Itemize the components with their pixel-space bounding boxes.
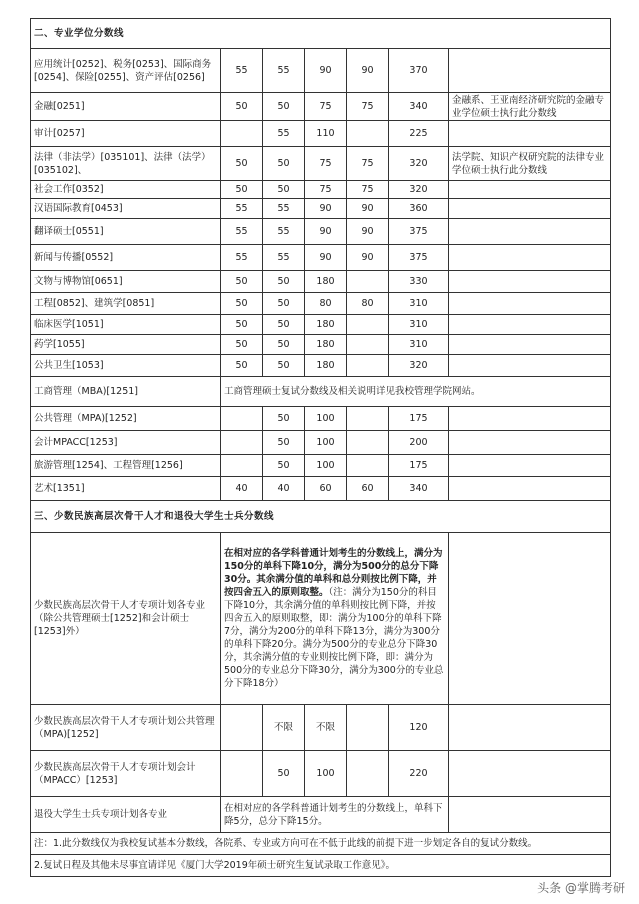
score-total: 375 <box>389 245 449 271</box>
row-note <box>449 355 611 377</box>
score-row <box>31 93 611 121</box>
score-course-1: 80 <box>305 293 347 315</box>
score-foreign-language: 50 <box>263 751 305 797</box>
score-course-1: 90 <box>305 199 347 219</box>
score-row <box>31 49 611 93</box>
score-row <box>31 181 611 199</box>
row-note <box>449 121 611 147</box>
score-total: 225 <box>389 121 449 147</box>
row-note <box>449 455 611 477</box>
score-course-2 <box>347 271 389 293</box>
score-foreign-language: 50 <box>263 335 305 355</box>
score-row <box>31 335 611 355</box>
score-foreign-language: 40 <box>263 477 305 501</box>
score-row <box>31 455 611 477</box>
score-total: 340 <box>389 93 449 121</box>
score-course-2 <box>347 751 389 797</box>
score-politics: 50 <box>221 355 263 377</box>
score-course-1: 100 <box>305 751 347 797</box>
program-name: 工程[0852]、建筑学[0851] <box>31 293 221 315</box>
score-foreign-language: 50 <box>263 407 305 431</box>
program-name: 旅游管理[1254]、工程管理[1256] <box>31 455 221 477</box>
row-note <box>449 705 611 751</box>
score-foreign-language: 55 <box>263 199 305 219</box>
score-table <box>30 18 611 877</box>
score-total: 330 <box>389 271 449 293</box>
row-note <box>449 797 611 833</box>
program-name: 翻译硕士[0551] <box>31 219 221 245</box>
score-total: 340 <box>389 477 449 501</box>
score-total: 310 <box>389 335 449 355</box>
score-course-1: 180 <box>305 271 347 293</box>
score-course-1: 不限 <box>305 705 347 751</box>
row-note <box>449 293 611 315</box>
score-foreign-language: 50 <box>263 455 305 477</box>
score-course-1: 90 <box>305 219 347 245</box>
score-course-2: 90 <box>347 245 389 271</box>
score-politics: 50 <box>221 93 263 121</box>
score-total: 220 <box>389 751 449 797</box>
row-note <box>449 49 611 93</box>
program-name: 少数民族高层次骨干人才专项计划公共管理（MPA)[1252] <box>31 705 221 751</box>
score-foreign-language: 50 <box>263 431 305 455</box>
score-row <box>31 245 611 271</box>
score-total: 375 <box>389 219 449 245</box>
score-row <box>31 199 611 219</box>
score-row <box>31 121 611 147</box>
program-name: 退役大学生士兵专项计划各专业 <box>31 797 221 833</box>
score-course-2: 90 <box>347 49 389 93</box>
row-note <box>449 533 611 705</box>
score-politics: 40 <box>221 477 263 501</box>
program-name: 金融[0251] <box>31 93 221 121</box>
minority-rule-detail: （注：满分为150分的科目下降10分，其余满分值的单科则按比例下降，并按四舍五入的原则取整，即：满分为100分的单科下降7分，满分为200分的单科下降13分，满分为300分的单科下降20分。满分为500分的专业总分下降30分，其余满分值的专业则按比例下降，即：满分为500分的专业总分下降30分，满分为300分的专业总分下降18分） <box>224 587 444 689</box>
footnote-note1: 注：1.此分数线仅为我校复试基本分数线，各院系、专业或方向可在不低于此线的前提下进一步划定各自的复试分数线。 <box>31 833 611 855</box>
score-course-1: 90 <box>305 49 347 93</box>
score-politics <box>221 121 263 147</box>
program-name: 临床医学[1051] <box>31 315 221 335</box>
score-row <box>31 751 611 797</box>
minority-rule-row <box>31 533 611 705</box>
program-name: 社会工作[0352] <box>31 181 221 199</box>
score-total: 175 <box>389 455 449 477</box>
score-total: 120 <box>389 705 449 751</box>
program-name: 新闻与传播[0552] <box>31 245 221 271</box>
score-total: 310 <box>389 293 449 315</box>
score-course-1: 110 <box>305 121 347 147</box>
score-foreign-language: 50 <box>263 315 305 335</box>
score-foreign-language: 50 <box>263 93 305 121</box>
score-row <box>31 705 611 751</box>
row-note: 金融系、王亚南经济研究院的金融专业学位硕士执行此分数线 <box>449 93 611 121</box>
score-politics: 55 <box>221 219 263 245</box>
score-foreign-language: 50 <box>263 355 305 377</box>
score-total: 310 <box>389 315 449 335</box>
score-course-2 <box>347 121 389 147</box>
score-course-2: 90 <box>347 199 389 219</box>
score-total: 360 <box>389 199 449 219</box>
score-row <box>31 293 611 315</box>
score-row <box>31 219 611 245</box>
score-course-1: 100 <box>305 431 347 455</box>
score-course-2: 60 <box>347 477 389 501</box>
score-politics: 50 <box>221 147 263 181</box>
score-total: 320 <box>389 147 449 181</box>
score-foreign-language: 50 <box>263 293 305 315</box>
score-foreign-language: 55 <box>263 49 305 93</box>
score-course-2 <box>347 705 389 751</box>
score-row <box>31 271 611 293</box>
score-politics: 50 <box>221 293 263 315</box>
score-course-2: 90 <box>347 219 389 245</box>
score-politics: 50 <box>221 271 263 293</box>
section2-title-row <box>31 19 611 49</box>
score-course-2 <box>347 431 389 455</box>
score-course-2 <box>347 355 389 377</box>
program-name: 汉语国际教育[0453] <box>31 199 221 219</box>
row-note <box>449 407 611 431</box>
score-course-2: 75 <box>347 93 389 121</box>
score-foreign-language: 不限 <box>263 705 305 751</box>
score-course-1: 100 <box>305 407 347 431</box>
row-note: 法学院、知识产权研究院的法律专业学位硕士执行此分数线 <box>449 147 611 181</box>
score-course-1: 180 <box>305 355 347 377</box>
score-course-2 <box>347 315 389 335</box>
program-name: 药学[1055] <box>31 335 221 355</box>
program-name: 公共卫生[1053] <box>31 355 221 377</box>
score-course-1: 90 <box>305 245 347 271</box>
score-course-2 <box>347 455 389 477</box>
score-row <box>31 431 611 455</box>
minority-rule-bold: 在相对应的各学科普通计划考生的分数线上，满分为150分的单科下降10分，满分为500分的总分下降30分。其余满分值的单科和总分则按比例下降，并按四舍五入的原则取整。 <box>224 548 443 598</box>
row-note <box>449 335 611 355</box>
score-politics <box>221 705 263 751</box>
veteran-rule-text: 在相对应的各学科普通计划考生的分数线上，单科下降5分，总分下降15分。 <box>221 797 449 833</box>
score-row <box>31 407 611 431</box>
score-foreign-language: 50 <box>263 271 305 293</box>
program-name: 少数民族高层次骨干人才专项计划会计（MPACC）[1253] <box>31 751 221 797</box>
score-foreign-language: 50 <box>263 147 305 181</box>
score-course-1: 60 <box>305 477 347 501</box>
row-note <box>449 315 611 335</box>
row-note <box>449 245 611 271</box>
score-course-1: 75 <box>305 181 347 199</box>
footnote-row <box>31 833 611 855</box>
mba-row <box>31 377 611 407</box>
score-foreign-language: 50 <box>263 181 305 199</box>
row-note <box>449 199 611 219</box>
program-name: 文物与博物馆[0651] <box>31 271 221 293</box>
score-row <box>31 315 611 335</box>
score-total: 370 <box>389 49 449 93</box>
score-politics <box>221 455 263 477</box>
program-name: 公共管理（MPA)[1252] <box>31 407 221 431</box>
program-name: 应用统计[0252]、税务[0253]、国际商务[0254]、保险[0255]、资产评估[0256] <box>31 49 221 93</box>
row-note <box>449 181 611 199</box>
score-row <box>31 355 611 377</box>
footnote-row <box>31 855 611 877</box>
footnote-note2: 2.复试日程及其他未尽事宜请详见《厦门大学2019年硕士研究生复试录取工作意见》。 <box>31 855 611 877</box>
minority-rule-text <box>221 533 449 705</box>
section3-title-row <box>31 501 611 533</box>
score-total: 320 <box>389 181 449 199</box>
score-politics <box>221 407 263 431</box>
score-course-1: 75 <box>305 147 347 181</box>
score-course-2 <box>347 407 389 431</box>
row-note <box>449 477 611 501</box>
score-course-2: 80 <box>347 293 389 315</box>
row-note <box>449 219 611 245</box>
watermark: 头条 @掌腾考研 <box>537 881 625 895</box>
section3-title: 三、少数民族高层次骨干人才和退役大学生士兵分数线 <box>31 501 611 533</box>
score-course-2: 75 <box>347 181 389 199</box>
score-course-1: 180 <box>305 335 347 355</box>
score-total: 200 <box>389 431 449 455</box>
veteran-row <box>31 797 611 833</box>
score-politics: 50 <box>221 181 263 199</box>
mba-info-text: 工商管理硕士复试分数线及相关说明详见我校管理学院网站。 <box>221 377 611 407</box>
program-name: 少数民族高层次骨干人才专项计划各专业（除公共管理硕士[1252]和会计硕士[1253]外） <box>31 533 221 705</box>
program-name: 艺术[1351] <box>31 477 221 501</box>
score-row <box>31 147 611 181</box>
score-total: 175 <box>389 407 449 431</box>
score-course-2: 75 <box>347 147 389 181</box>
program-name: 会计MPACC[1253] <box>31 431 221 455</box>
score-course-1: 100 <box>305 455 347 477</box>
score-course-2 <box>347 335 389 355</box>
program-name: 法律（非法学）[035101]、法律（法学）[035102]、 <box>31 147 221 181</box>
score-row <box>31 477 611 501</box>
score-politics: 50 <box>221 335 263 355</box>
score-politics: 55 <box>221 245 263 271</box>
score-politics: 50 <box>221 315 263 335</box>
score-politics: 55 <box>221 49 263 93</box>
program-name: 审计[0257] <box>31 121 221 147</box>
score-foreign-language: 55 <box>263 219 305 245</box>
score-foreign-language: 55 <box>263 121 305 147</box>
score-politics: 55 <box>221 199 263 219</box>
score-foreign-language: 55 <box>263 245 305 271</box>
score-politics <box>221 751 263 797</box>
score-total: 320 <box>389 355 449 377</box>
row-note <box>449 271 611 293</box>
section2-title: 二、专业学位分数线 <box>31 19 611 49</box>
score-course-1: 75 <box>305 93 347 121</box>
program-name: 工商管理（MBA)[1251] <box>31 377 221 407</box>
row-note <box>449 431 611 455</box>
score-politics <box>221 431 263 455</box>
score-course-1: 180 <box>305 315 347 335</box>
row-note <box>449 751 611 797</box>
